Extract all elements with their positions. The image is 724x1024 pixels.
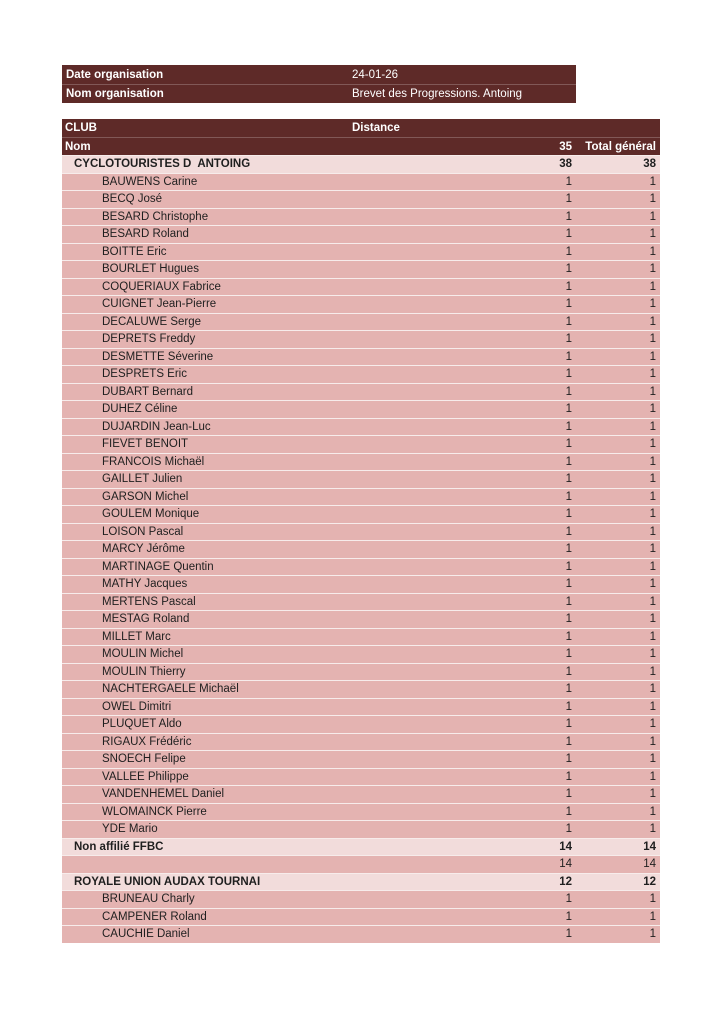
member-name: MILLET Marc: [102, 630, 171, 643]
value-total-general: 14: [643, 840, 656, 853]
value-distance-35: 1: [565, 718, 572, 731]
member-row: [62, 435, 660, 453]
value-distance-35: 14: [559, 840, 572, 853]
member-row: [62, 593, 660, 611]
member-row: [62, 908, 660, 926]
value-total-general: 1: [649, 350, 656, 363]
member-row: [62, 680, 660, 698]
member-row: [62, 418, 660, 436]
value-distance-35: 1: [565, 508, 572, 521]
value-distance-35: 12: [559, 875, 572, 888]
member-row: [62, 173, 660, 191]
member-name: SNOECH Felipe: [102, 753, 186, 766]
member-name: MOULIN Thierry: [102, 665, 186, 678]
value-total-general: 1: [649, 770, 656, 783]
member-name: DECALUWE Serge: [102, 315, 202, 328]
value-distance-35: 1: [565, 490, 572, 503]
value-total-general: 1: [649, 438, 656, 451]
value-distance-35: 1: [565, 630, 572, 643]
member-row: [62, 365, 660, 383]
member-row: [62, 645, 660, 663]
value-distance-35: 1: [565, 928, 572, 941]
date-organisation-value: 24-01-26: [352, 68, 399, 81]
member-name: VALLEE Philippe: [102, 770, 189, 783]
member-row: [62, 348, 660, 366]
value-total-general: 1: [649, 893, 656, 906]
value-total-general: 14: [643, 858, 656, 871]
member-row: [62, 855, 660, 873]
member-name: MOULIN Michel: [102, 648, 184, 661]
value-distance-35: 1: [565, 175, 572, 188]
club-name: Non affilié FFBC: [74, 840, 164, 853]
value-total-general: 1: [649, 735, 656, 748]
member-name: DESMETTE Séverine: [102, 350, 214, 363]
member-row: [62, 470, 660, 488]
member-row: [62, 540, 660, 558]
member-name: BRUNEAU Charly: [102, 893, 195, 906]
value-total-general: 1: [649, 578, 656, 591]
value-distance-35: 1: [565, 420, 572, 433]
member-row: [62, 453, 660, 471]
distance-header-label: Distance: [352, 122, 400, 134]
value-total-general: 1: [649, 403, 656, 416]
total-general-column-header: Total général: [585, 140, 656, 153]
club-subtotal-row: [62, 873, 660, 891]
value-distance-35: 1: [565, 210, 572, 223]
value-distance-35: 1: [565, 735, 572, 748]
value-distance-35: 1: [565, 595, 572, 608]
value-distance-35: 1: [565, 350, 572, 363]
value-total-general: 12: [643, 875, 656, 888]
value-distance-35: 1: [565, 823, 572, 836]
member-row: [62, 785, 660, 803]
member-row: [62, 295, 660, 313]
member-name: MESTAG Roland: [102, 613, 190, 626]
value-total-general: 1: [649, 210, 656, 223]
value-distance-35: 1: [565, 700, 572, 713]
member-row: [62, 243, 660, 261]
value-total-general: 1: [649, 648, 656, 661]
value-distance-35: 1: [565, 245, 572, 258]
value-distance-35: 1: [565, 648, 572, 661]
member-name: FRANCOIS Michaël: [102, 455, 205, 468]
value-distance-35: 1: [565, 893, 572, 906]
member-name: CUIGNET Jean-Pierre: [102, 298, 217, 311]
pivot-header-row-nom: [62, 137, 660, 155]
value-total-general: 1: [649, 788, 656, 801]
value-total-general: 1: [649, 473, 656, 486]
value-distance-35: 1: [565, 560, 572, 573]
member-row: [62, 750, 660, 768]
member-row: [62, 400, 660, 418]
member-name: RIGAUX Frédéric: [102, 735, 192, 748]
member-name: GOULEM Monique: [102, 508, 200, 521]
member-row: [62, 558, 660, 576]
member-row: [62, 733, 660, 751]
member-row: [62, 488, 660, 506]
member-row: [62, 523, 660, 541]
value-total-general: 1: [649, 280, 656, 293]
member-name: BECQ José: [102, 193, 163, 206]
member-row: [62, 610, 660, 628]
value-total-general: 1: [649, 753, 656, 766]
value-total-general: 1: [649, 613, 656, 626]
member-row: [62, 715, 660, 733]
value-distance-35: 38: [559, 158, 572, 171]
organisation-info-panel: [62, 65, 576, 103]
value-total-general: 1: [649, 333, 656, 346]
member-name: CAMPENER Roland: [102, 910, 207, 923]
date-organisation-label: Date organisation: [66, 68, 164, 81]
member-name: BAUWENS Carine: [102, 175, 198, 188]
nom-organisation-value: Brevet des Progressions. Antoing: [352, 88, 523, 100]
value-distance-35: 1: [565, 525, 572, 538]
value-total-general: 1: [649, 263, 656, 276]
nom-organisation-row: [62, 84, 576, 103]
member-row: [62, 505, 660, 523]
member-name: VANDENHEMEL Daniel: [102, 788, 225, 801]
member-row: [62, 663, 660, 681]
club-name: CYCLOTOURISTES D ANTOING: [74, 158, 251, 171]
value-distance-35: 1: [565, 280, 572, 293]
member-name: CAUCHIE Daniel: [102, 928, 190, 941]
value-distance-35: 1: [565, 455, 572, 468]
member-name: BESARD Christophe: [102, 210, 209, 223]
value-total-general: 1: [649, 228, 656, 241]
value-total-general: 1: [649, 490, 656, 503]
value-total-general: 1: [649, 928, 656, 941]
member-name: DUBART Bernard: [102, 385, 193, 398]
value-total-general: 1: [649, 543, 656, 556]
value-distance-35: 1: [565, 438, 572, 451]
value-distance-35: 1: [565, 613, 572, 626]
member-name: PLUQUET Aldo: [102, 718, 182, 731]
value-distance-35: 1: [565, 403, 572, 416]
pivot-table: [62, 119, 660, 943]
member-name: DEPRETS Freddy: [102, 333, 196, 346]
value-distance-35: 1: [565, 543, 572, 556]
value-total-general: 1: [649, 508, 656, 521]
value-distance-35: 1: [565, 665, 572, 678]
distance-35-column-header: 35: [559, 140, 572, 153]
value-total-general: 38: [643, 158, 656, 171]
value-distance-35: 1: [565, 228, 572, 241]
value-total-general: 1: [649, 665, 656, 678]
nom-header-label: Nom: [65, 140, 91, 153]
value-distance-35: 1: [565, 805, 572, 818]
value-distance-35: 1: [565, 473, 572, 486]
member-row: [62, 208, 660, 226]
member-name: LOISON Pascal: [102, 525, 184, 538]
member-name: GAILLET Julien: [102, 473, 183, 486]
member-row: [62, 260, 660, 278]
value-total-general: 1: [649, 823, 656, 836]
member-row: [62, 313, 660, 331]
club-name: ROYALE UNION AUDAX TOURNAI: [74, 875, 261, 888]
value-total-general: 1: [649, 525, 656, 538]
member-name: NACHTERGAELE Michaël: [102, 683, 239, 696]
member-name: DUJARDIN Jean-Luc: [102, 420, 211, 433]
member-name: DUHEZ Céline: [102, 403, 178, 416]
member-row: [62, 803, 660, 821]
member-row: [62, 383, 660, 401]
club-header-label: CLUB: [65, 122, 97, 134]
value-total-general: 1: [649, 385, 656, 398]
value-total-general: 1: [649, 805, 656, 818]
nom-organisation-label: Nom organisation: [66, 88, 164, 100]
value-distance-35: 1: [565, 368, 572, 381]
value-total-general: 1: [649, 683, 656, 696]
member-name: MATHY Jacques: [102, 578, 188, 591]
value-distance-35: 1: [565, 683, 572, 696]
value-total-general: 1: [649, 420, 656, 433]
member-name: BOITTE Eric: [102, 245, 167, 258]
member-row: [62, 628, 660, 646]
member-name: OWEL Dimitri: [102, 700, 172, 713]
value-distance-35: 1: [565, 193, 572, 206]
value-total-general: 1: [649, 315, 656, 328]
value-total-general: 1: [649, 368, 656, 381]
member-name: WLOMAINCK Pierre: [102, 805, 207, 818]
value-total-general: 1: [649, 700, 656, 713]
value-distance-35: 14: [559, 858, 572, 871]
value-distance-35: 1: [565, 315, 572, 328]
member-row: [62, 820, 660, 838]
value-distance-35: 1: [565, 385, 572, 398]
value-total-general: 1: [649, 175, 656, 188]
value-total-general: 1: [649, 298, 656, 311]
value-total-general: 1: [649, 718, 656, 731]
member-row: [62, 330, 660, 348]
value-distance-35: 1: [565, 753, 572, 766]
value-distance-35: 1: [565, 770, 572, 783]
member-row: [62, 225, 660, 243]
member-name: FIEVET BENOIT: [102, 438, 189, 451]
club-subtotal-row: [62, 838, 660, 856]
member-row: [62, 925, 660, 943]
value-distance-35: 1: [565, 578, 572, 591]
member-name: DESPRETS Eric: [102, 368, 187, 381]
value-total-general: 1: [649, 630, 656, 643]
member-row: [62, 768, 660, 786]
value-total-general: 1: [649, 910, 656, 923]
member-name: MARTINAGE Quentin: [102, 560, 214, 573]
member-name: MERTENS Pascal: [102, 595, 196, 608]
member-row: [62, 890, 660, 908]
value-total-general: 1: [649, 595, 656, 608]
member-name: BOURLET Hugues: [102, 263, 199, 276]
member-name: COQUERIAUX Fabrice: [102, 280, 221, 293]
member-name: MARCY Jérôme: [102, 543, 185, 556]
value-total-general: 1: [649, 193, 656, 206]
member-name: BESARD Roland: [102, 228, 189, 241]
date-organisation-row: [62, 65, 576, 84]
value-total-general: 1: [649, 245, 656, 258]
value-total-general: 1: [649, 560, 656, 573]
value-distance-35: 1: [565, 263, 572, 276]
member-row: [62, 575, 660, 593]
value-distance-35: 1: [565, 788, 572, 801]
pivot-header-row-club: [62, 119, 660, 137]
member-row: [62, 278, 660, 296]
value-distance-35: 1: [565, 298, 572, 311]
member-name: YDE Mario: [102, 823, 158, 836]
member-row: [62, 190, 660, 208]
member-row: [62, 698, 660, 716]
pivot-body: [62, 155, 660, 943]
value-distance-35: 1: [565, 910, 572, 923]
value-distance-35: 1: [565, 333, 572, 346]
value-total-general: 1: [649, 455, 656, 468]
club-subtotal-row: [62, 155, 660, 173]
member-name: GARSON Michel: [102, 490, 189, 503]
